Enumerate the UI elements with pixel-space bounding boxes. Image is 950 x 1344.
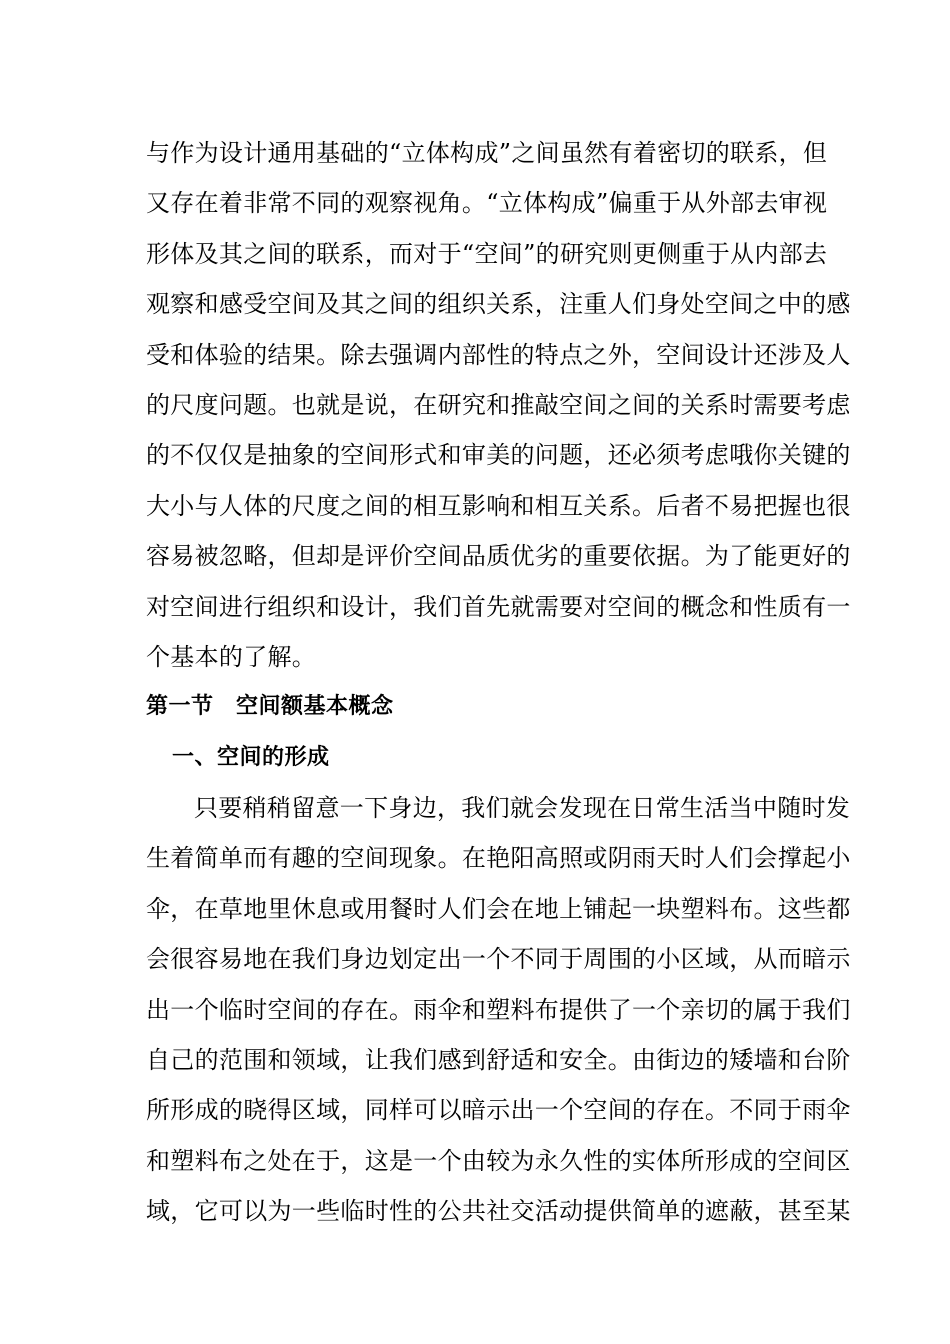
text-line: 观察和感受空间及其之间的组织关系，注重人们身处空间之中的感: [146, 290, 851, 319]
text-line: 和塑料布之处在于，这是一个由较为永久性的实体所形成的空间区: [146, 1146, 851, 1175]
text-line: 生着简单而有趣的空间现象。在艳阳高照或阴雨天时人们会撑起小: [146, 844, 851, 873]
text-line: 大小与人体的尺度之间的相互影响和相互关系。后者不易把握也很: [146, 491, 851, 520]
text-line: 又存在着非常不同的观察视角。“立体构成”偏重于从外部去审视: [146, 189, 828, 218]
text-line: 形体及其之间的联系，而对于“空间”的研究则更侧重于从内部去: [146, 239, 828, 268]
text-line: 伞，在草地里休息或用餐时人们会在地上铺起一块塑料布。这些都: [146, 894, 851, 923]
text-line: 自己的范围和领域，让我们感到舒适和安全。由街边的矮墙和台阶: [146, 1046, 851, 1075]
text-line: 只要稍稍留意一下身边，我们就会发现在日常生活当中随时发: [194, 794, 851, 823]
subsection-heading: 一、空间的形成: [172, 744, 330, 770]
text-line: 域，它可以为一些临时性的公共社交活动提供简单的遮蔽，甚至某: [146, 1197, 851, 1226]
section-heading: 第一节 空间额基本概念: [146, 694, 394, 720]
document-body: [146, 128, 851, 1237]
text-line: 对空间进行组织和设计，我们首先就需要对空间的概念和性质有一: [146, 592, 851, 621]
text-line: 个基本的了解。: [146, 642, 317, 671]
text-line: 会很容易地在我们身边划定出一个不同于周围的小区域，从而暗示: [146, 945, 851, 974]
text-line: 容易被忽略，但却是评价空间品质优劣的重要依据。为了能更好的: [146, 542, 851, 571]
text-line: 受和体验的结果。除去强调内部性的特点之外，空间设计还涉及人: [146, 340, 851, 369]
text-line: 的尺度问题。也就是说，在研究和推敲空间之间的关系时需要考虑: [146, 390, 851, 419]
text-line: 的不仅仅是抽象的空间形式和审美的问题，还必须考虑哦你关键的: [146, 441, 851, 470]
text-line: 出一个临时空间的存在。雨伞和塑料布提供了一个亲切的属于我们: [146, 995, 851, 1024]
text-line: 与作为设计通用基础的“立体构成”之间虽然有着密切的联系，但: [146, 139, 828, 167]
paragraph-space-formation: [146, 783, 851, 1237]
paragraph-intro: [146, 128, 851, 682]
text-line: 所形成的晓得区域，同样可以暗示出一个空间的存在。不同于雨伞: [146, 1096, 851, 1125]
